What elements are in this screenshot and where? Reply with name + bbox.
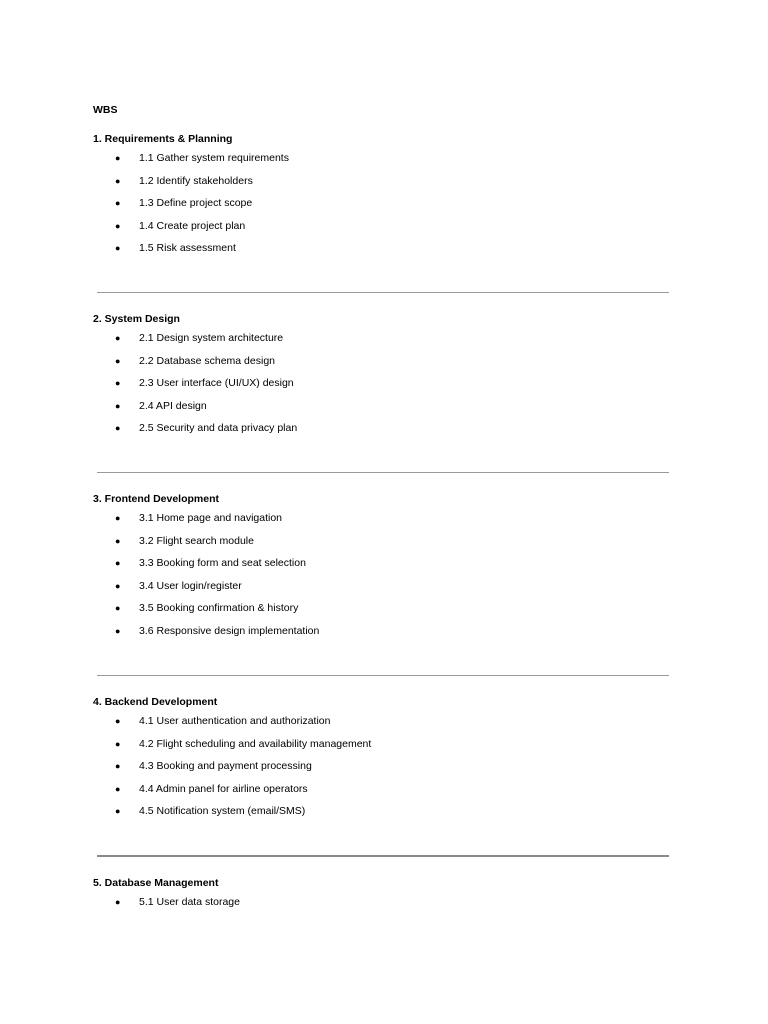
list-item-text: 1.5 Risk assessment (139, 242, 236, 254)
bullet-icon: ● (115, 580, 121, 591)
document-title: WBS (93, 104, 118, 116)
bullet-icon: ● (115, 198, 121, 208)
bullet-icon: ● (115, 783, 121, 794)
list-item-text: 3.4 User login/register (139, 579, 242, 592)
list-item-text: 3.2 Flight search module (139, 534, 254, 547)
section-divider (97, 292, 669, 293)
section-system-design (93, 312, 670, 434)
list-item-text: 3.3 Booking form and seat selection (139, 557, 306, 569)
section-heading: 1. Requirements & Planning (93, 133, 233, 145)
section-divider (97, 855, 669, 857)
list-item-text: 4.5 Notification system (email/SMS) (139, 805, 306, 817)
list-item-text: 2.4 API design (139, 399, 207, 412)
list-item-text: 4.2 Flight scheduling and availability management (139, 737, 372, 750)
list-item-text: 3.1 Home page and navigation (139, 512, 283, 524)
list-item-text: 2.5 Security and data privacy plan (139, 422, 298, 434)
list-item-text: 3.6 Responsive design implementation (139, 624, 320, 637)
list-item-text: 1.1 Gather system requirements (139, 152, 289, 164)
section-heading: 5. Database Management (93, 877, 219, 889)
bullet-icon: ● (115, 220, 121, 231)
bullet-icon: ● (115, 378, 121, 388)
bullet-icon: ● (115, 558, 121, 568)
bullet-icon: ● (115, 535, 121, 546)
list-item-text: 1.2 Identify stakeholders (139, 174, 253, 187)
bullet-icon: ● (115, 897, 121, 907)
list-item-text: 4.3 Booking and payment processing (139, 760, 312, 772)
section-heading: 3. Frontend Development (93, 493, 220, 505)
bullet-icon: ● (115, 716, 121, 726)
bullet-icon: ● (115, 333, 121, 343)
list-item-text: 3.5 Booking confirmation & history (139, 602, 299, 614)
list-item-text: 4.1 User authentication and authorization (139, 715, 331, 727)
section-divider (97, 675, 669, 676)
list-item-text: 5.1 User data storage (139, 896, 240, 908)
bullet-icon: ● (115, 423, 121, 433)
list-item-text: 1.4 Create project plan (139, 219, 246, 232)
bullet-icon: ● (115, 400, 121, 411)
bullet-icon: ● (115, 175, 121, 186)
section-backend-development (93, 695, 670, 817)
bullet-icon: ● (115, 153, 121, 163)
section-heading: 4. Backend Development (93, 696, 218, 708)
bullet-icon: ● (115, 603, 121, 613)
list-item-text: 4.4 Admin panel for airline operators (139, 782, 308, 795)
bullet-icon: ● (115, 625, 121, 636)
section-database-management (93, 876, 670, 908)
bullet-icon: ● (115, 761, 121, 771)
section-divider (97, 472, 669, 473)
bullet-icon: ● (115, 355, 121, 366)
list-item-text: 2.3 User interface (UI/UX) design (139, 377, 294, 389)
section-frontend-development (93, 492, 670, 637)
list-item-text: 2.2 Database schema design (139, 354, 276, 367)
bullet-icon: ● (115, 738, 121, 749)
bullet-icon: ● (115, 806, 121, 816)
bullet-icon: ● (115, 243, 121, 253)
section-heading: 2. System Design (93, 313, 180, 325)
list-item-text: 1.3 Define project scope (139, 197, 253, 209)
bullet-icon: ● (115, 513, 121, 523)
section-requirements-planning (93, 132, 670, 254)
list-item-text: 2.1 Design system architecture (139, 332, 284, 344)
